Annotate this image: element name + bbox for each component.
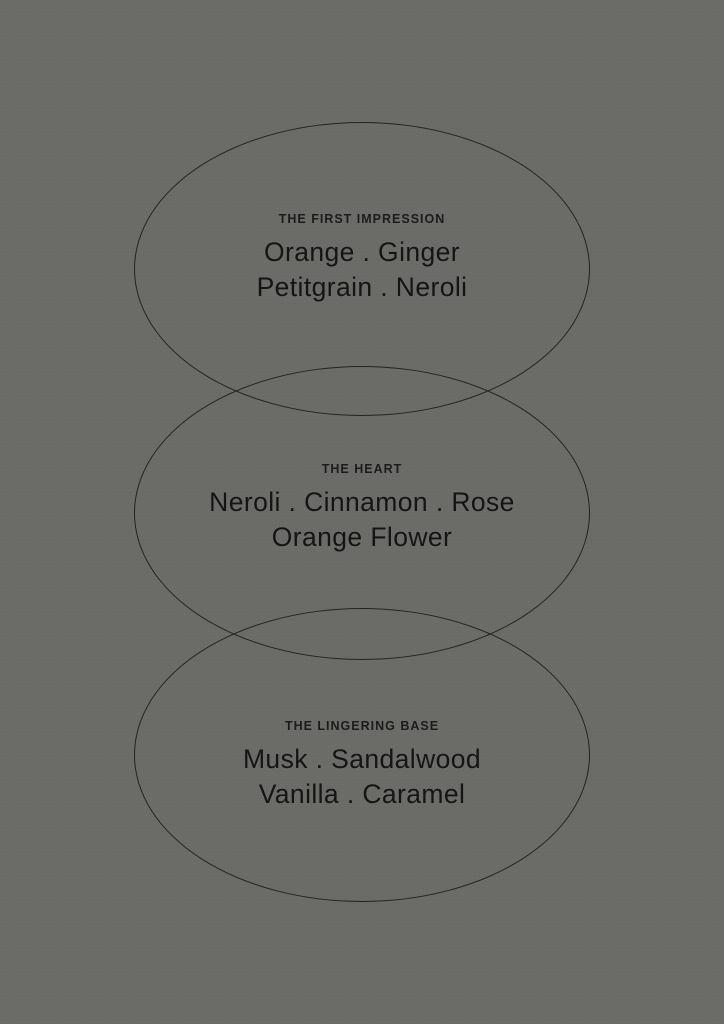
note-group-label: THE FIRST IMPRESSION	[278, 212, 446, 226]
note-line: Petitgrain . Neroli	[256, 272, 468, 303]
note-group-label: THE LINGERING BASE	[284, 719, 440, 733]
note-line: Neroli . Cinnamon . Rose	[209, 487, 515, 517]
note-line: Orange . Ginger	[263, 237, 461, 267]
note-line: Musk . Sandalwood	[242, 744, 482, 774]
note-group-lingering-base	[0, 719, 724, 812]
note-group-heart	[0, 462, 724, 555]
note-group-first-impression	[0, 212, 724, 305]
note-line: Orange Flower	[271, 522, 453, 553]
note-line: Vanilla . Caramel	[258, 779, 466, 810]
note-group-label: THE HEART	[321, 462, 403, 476]
